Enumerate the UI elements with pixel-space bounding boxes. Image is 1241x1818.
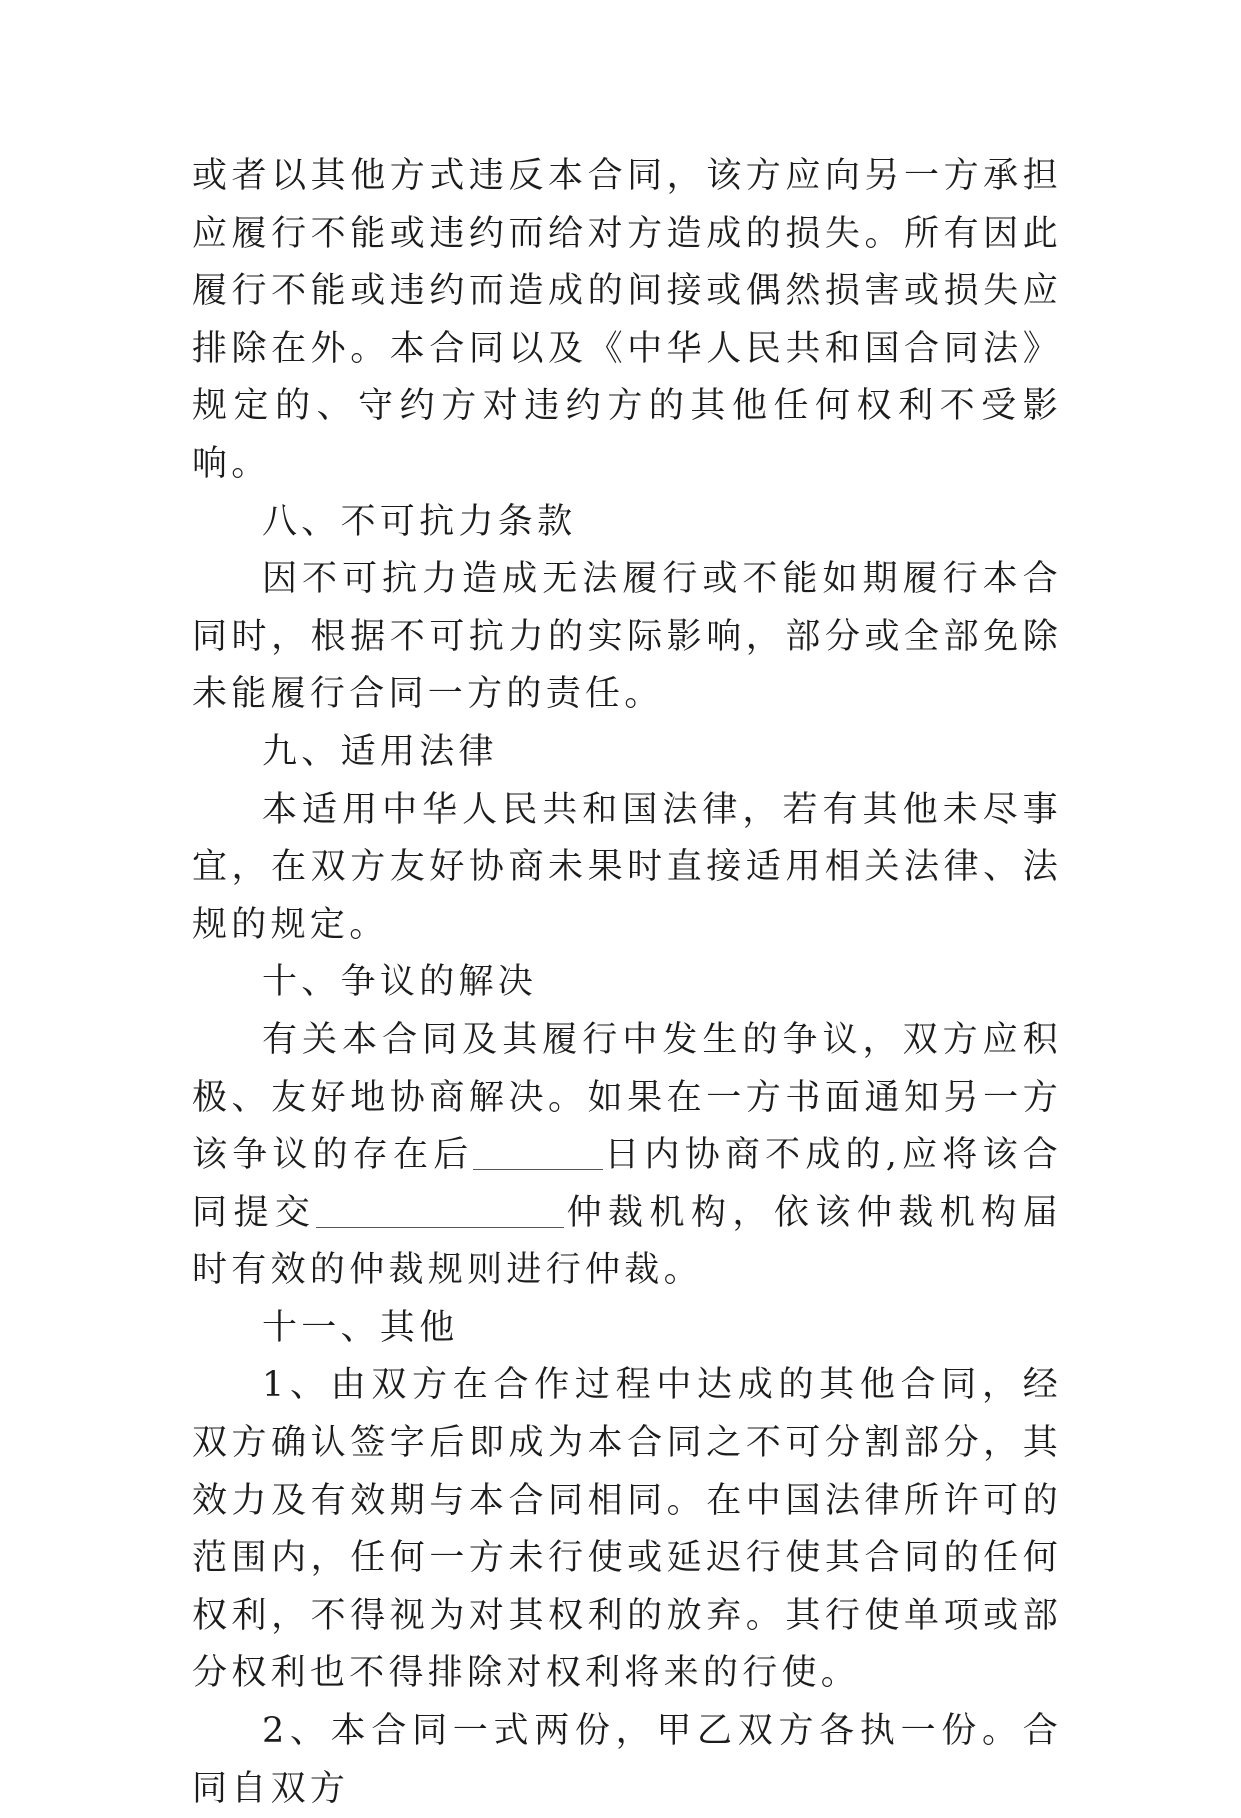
section-heading-force-majeure: 八、不可抗力条款 xyxy=(262,501,577,542)
blank-arbitration-institution-field[interactable] xyxy=(316,1187,564,1228)
dispute-text-part-2: 日内协商不成的,应将该合同提交 xyxy=(192,1135,1062,1233)
paragraph-other-clause-1: 1、由双方在合作过程中达成的其他合同，经双方确认签字后即成为本合同之不可分割部分，其效力及有效期与本合同相同。在中国法律所许可的范围内，任何一方未行使或延迟行使其合同的任何权利，不得视为对其权利的放弃。其行使单项或部分权利也不得排除对权利将来的行使。 xyxy=(192,1365,1062,1694)
paragraph-applicable-law: 本适用中华人民共和国法律，若有其他未尽事宜，在双方友好协商未果时直接适用相关法律、法规的规定。 xyxy=(192,789,1062,945)
document-body xyxy=(192,148,1062,1818)
paragraph-force-majeure: 因不可抗力造成无法履行或不能如期履行本合同时，根据不可抗力的实际影响，部分或全部免除未能履行合同一方的责任。 xyxy=(192,559,1062,715)
dispute-text-part-1: 有关本合同及其履行中发生的争议，双方应积极、友好地协商解决。如果在一方书面通知另一方该争议的存在后 xyxy=(192,1019,1062,1176)
section-heading-dispute-resolution: 十、争议的解决 xyxy=(262,962,538,1003)
paragraph-breach-liability: 或者以其他方式违反本合同，该方应向另一方承担应履行不能或违约而给对方造成的损失。所有因此履行不能或违约而造成的间接或偶然损害或损失应排除在外。本合同以及《中华人民共和国合同法》规定的、守约方对违约方的其他任何权利不受影响。 xyxy=(192,156,1062,484)
paragraph-other-clause-2: 2、本合同一式两份，甲乙双方各执一份。合同自双方 xyxy=(192,1711,1062,1809)
blank-days-field[interactable] xyxy=(473,1129,603,1170)
paragraph-dispute-resolution xyxy=(192,1012,1062,1300)
dispute-text-part-3: 仲裁机构，依该仲裁机构届时有效的仲裁规则进行仲裁。 xyxy=(192,1192,1062,1291)
section-heading-applicable-law: 九、适用法律 xyxy=(262,731,498,772)
section-heading-other: 十一、其他 xyxy=(262,1307,459,1348)
